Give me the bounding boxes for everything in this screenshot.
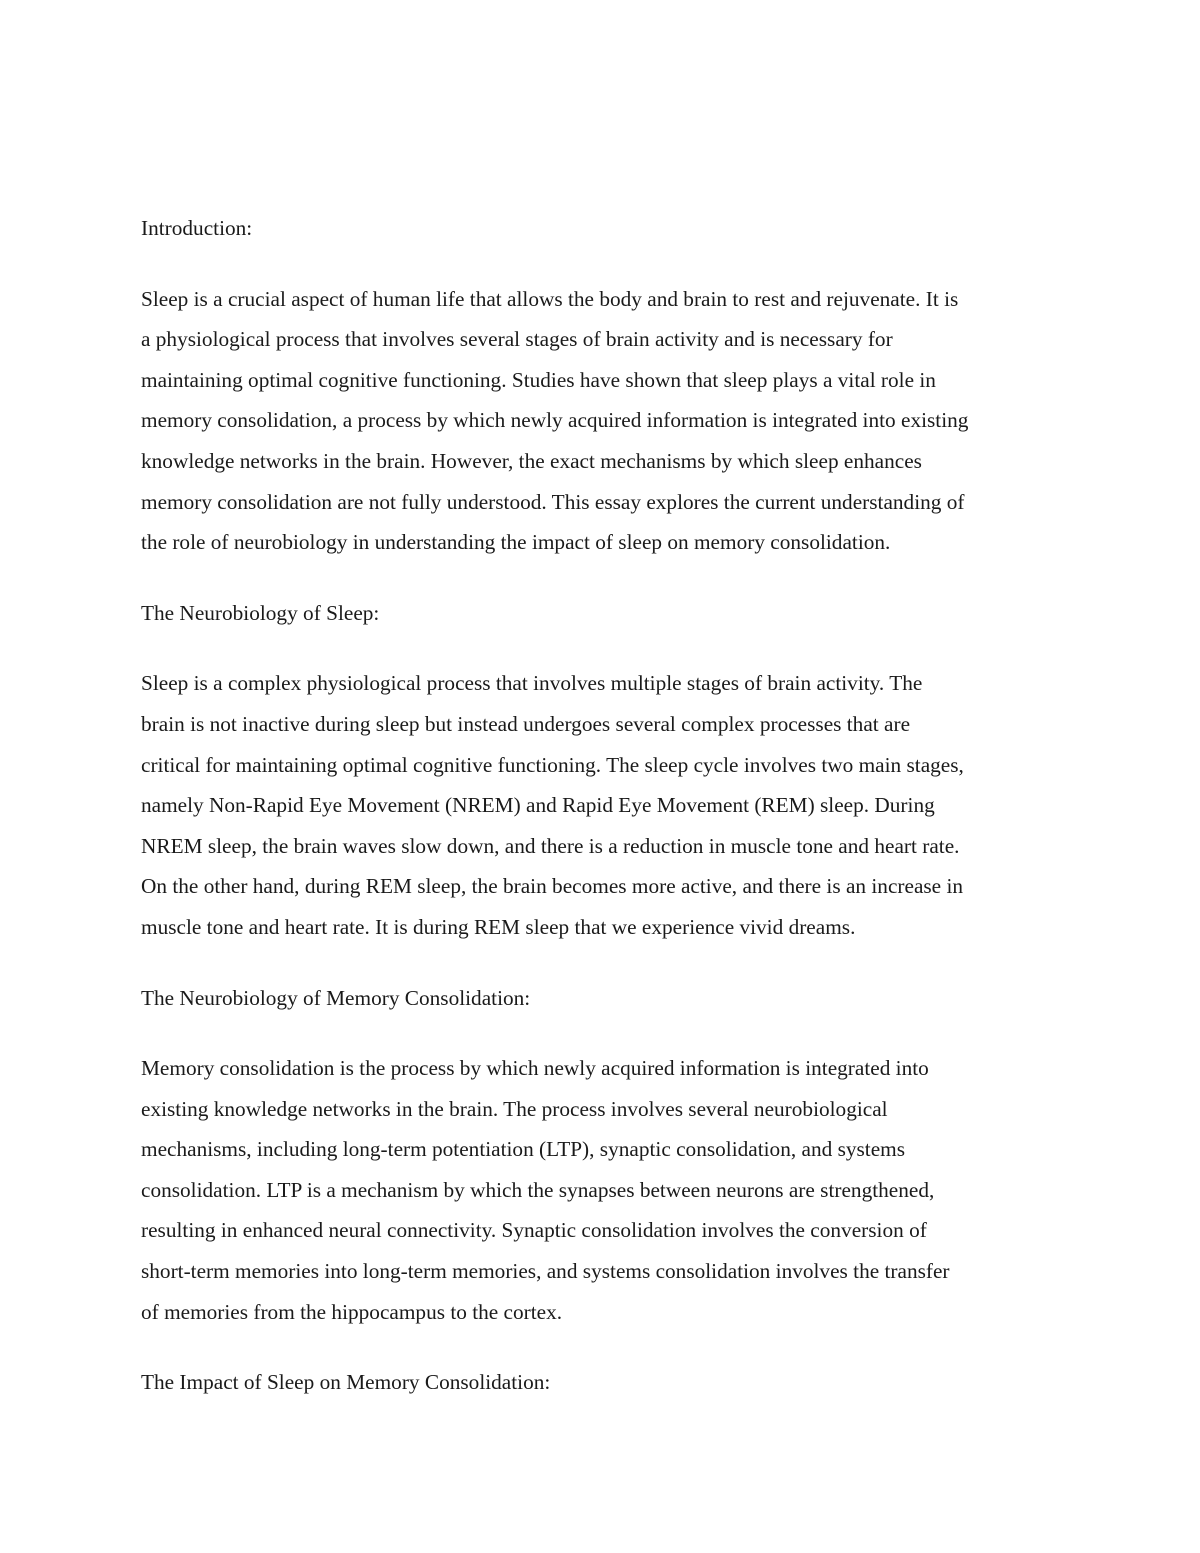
text-line: of memories from the hippocampus to the cortex. bbox=[141, 1299, 563, 1324]
heading-impact-of-sleep-on-memory: The Impact of Sleep on Memory Consolidation: bbox=[141, 1370, 551, 1395]
heading-neurobiology-of-sleep: The Neurobiology of Sleep: bbox=[141, 600, 380, 625]
text-line: short-term memories into long-term memories, and systems consolidation involves the transfer bbox=[141, 1259, 950, 1284]
text-line: Sleep is a complex physiological process that involves multiple stages of brain activity. The bbox=[141, 671, 923, 696]
text-line: Memory consolidation is the process by which newly acquired information is integrated into bbox=[141, 1056, 929, 1081]
text-line: namely Non-Rapid Eye Movement (NREM) and Rapid Eye Movement (REM) sleep. During bbox=[141, 793, 935, 818]
text-line: critical for maintaining optimal cognitive functioning. The sleep cycle involves two main stages, bbox=[141, 752, 964, 777]
text-line: Sleep is a crucial aspect of human life that allows the body and brain to rest and rejuvenate. It is bbox=[141, 286, 959, 311]
text-line: mechanisms, including long-term potentiation (LTP), synaptic consolidation, and systems bbox=[141, 1137, 906, 1162]
text-line: NREM sleep, the brain waves slow down, and there is a reduction in muscle tone and heart rate. bbox=[141, 833, 960, 858]
text-line: a physiological process that involves several stages of brain activity and is necessary for bbox=[141, 327, 893, 352]
text-line: muscle tone and heart rate. It is during REM sleep that we experience vivid dreams. bbox=[141, 914, 856, 939]
paragraph-introduction bbox=[141, 279, 1071, 563]
document-body bbox=[141, 208, 1071, 1433]
text-line: resulting in enhanced neural connectivity. Synaptic consolidation involves the conversion of bbox=[141, 1218, 927, 1243]
text-line: brain is not inactive during sleep but instead undergoes several complex processes that are bbox=[141, 711, 911, 736]
heading-neurobiology-of-memory-consolidation: The Neurobiology of Memory Consolidation: bbox=[141, 985, 531, 1010]
text-line: memory consolidation are not fully understood. This essay explores the current understanding of bbox=[141, 489, 965, 514]
paragraph-neurobiology-of-sleep bbox=[141, 663, 1071, 947]
text-line: On the other hand, during REM sleep, the brain becomes more active, and there is an increase in bbox=[141, 874, 964, 899]
text-line: maintaining optimal cognitive functioning. Studies have shown that sleep plays a vital role in bbox=[141, 367, 936, 392]
heading-introduction: Introduction: bbox=[141, 216, 253, 240]
text-line: memory consolidation, a process by which newly acquired information is integrated into existing bbox=[141, 408, 969, 433]
text-line: existing knowledge networks in the brain. The process involves several neurobiological bbox=[141, 1096, 888, 1121]
text-line: consolidation. LTP is a mechanism by which the synapses between neurons are strengthened, bbox=[141, 1177, 935, 1202]
text-line: the role of neurobiology in understanding the impact of sleep on memory consolidation. bbox=[141, 530, 891, 555]
paragraph-neurobiology-of-memory-consolidation bbox=[141, 1048, 1071, 1332]
text-line: knowledge networks in the brain. However, the exact mechanisms by which sleep enhances bbox=[141, 448, 922, 473]
